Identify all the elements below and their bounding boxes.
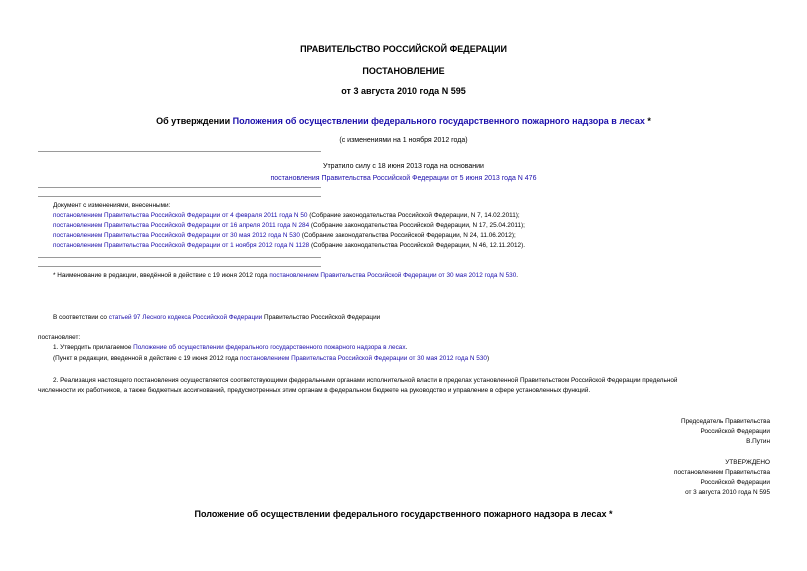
item-1 (53, 344, 407, 351)
divider (38, 151, 321, 152)
footnote-text: * Наименование в редакции, введённой в действие с 19 июня 2012 года (53, 272, 270, 279)
appendix-title: Положение об осуществлении федерального государственного пожарного надзора в лесах * (194, 509, 613, 519)
item-1-note (53, 355, 489, 362)
change-link[interactable]: постановлением Правительства Российской Федерации от 16 апреля 2011 года N 284 (53, 222, 310, 229)
divider (38, 187, 321, 188)
title-link[interactable]: Положения об осуществлении федерального государственного пожарного надзора в лесах (232, 116, 645, 126)
change-text: (Собрание законодательства Российской Федерации, N 24, 11.06.2012); (299, 232, 516, 239)
change-link[interactable]: постановлением Правительства Российской Федерации от 30 мая 2012 года N 530 (53, 232, 300, 239)
signature-org: Российской Федерации (700, 428, 770, 435)
item-1-note-suffix: ) (486, 355, 490, 362)
title-suffix: * (644, 116, 651, 126)
preamble-prefix: В соответствии со (53, 314, 109, 321)
doc-type-heading: ПОСТАНОВЛЕНИЕ (362, 66, 445, 76)
expiry-line: Утратило силу с 18 июня 2013 года на основании (323, 163, 484, 170)
divider (38, 196, 321, 197)
change-text: (Собрание законодательства Российской Федерации, N 7, 14.02.2011); (307, 212, 520, 219)
item-1-note-prefix: (Пункт в редакции, введенной в действие с 19 июня 2012 года (53, 355, 241, 362)
preamble (53, 314, 380, 321)
item-1-note-link[interactable]: постановлением Правительства Российской Федерации от 30 мая 2012 года N 530 (240, 355, 487, 362)
approved-line: постановлением Правительства (674, 469, 770, 476)
date-number-heading: от 3 августа 2010 года N 595 (341, 86, 466, 96)
forest-code-link[interactable]: статьей 97 Лесного кодекса Российской Федерации (108, 314, 263, 321)
divider (38, 266, 321, 267)
change-text: (Собрание законодательства Российской Федерации, N 17, 25.04.2011); (309, 222, 525, 229)
document-title (0, 116, 807, 126)
approved-line: Российской Федерации (700, 479, 770, 486)
change-link[interactable]: постановлением Правительства Российской Федерации от 1 ноября 2012 года N 1128 (53, 242, 310, 249)
change-item (53, 242, 525, 249)
change-link[interactable]: постановлением Правительства Российской Федерации от 4 февраля 2011 года N 50 (53, 212, 308, 219)
change-item (53, 212, 520, 219)
resolves-text: постановляет: (38, 334, 81, 341)
expiry-link[interactable]: постановления Правительства Российской Федерации от 5 июня 2013 года N 476 (270, 175, 537, 182)
item-2-line-1: 2. Реализация настоящего постановления осуществляется соответствующими федеральными органами исполнительной власти в пределах установленной Правительством Российской Федерации предельной (53, 377, 678, 384)
regulation-link[interactable]: Положение об осуществлении федерального государственного пожарного надзора в лесах (133, 344, 406, 351)
footnote (53, 272, 518, 279)
item-2-line-2: численности их работников, а также бюджетных ассигнований, предусмотренных этим органам в федеральном бюджете на руководство и управление в сфере установленных функций. (38, 387, 591, 394)
changes-intro: Документ с изменениями, внесенными: (53, 202, 171, 209)
title-prefix: Об утверждении (156, 116, 233, 126)
change-item (53, 222, 525, 229)
approved-heading: УТВЕРЖДЕНО (725, 459, 770, 466)
footnote-end: . (516, 272, 519, 279)
government-heading: ПРАВИТЕЛЬСТВО РОССИЙСКОЙ ФЕДЕРАЦИИ (300, 44, 507, 54)
footnote-link[interactable]: постановлением Правительства Российской Федерации от 30 мая 2012 года N 530 (269, 272, 517, 279)
approved-line: от 3 августа 2010 года N 595 (685, 489, 770, 496)
change-text: (Собрание законодательства Российской Федерации, N 46, 12.11.2012). (309, 242, 525, 249)
signature-position: Председатель Правительства (681, 418, 770, 425)
change-item (53, 232, 516, 239)
divider (38, 257, 321, 258)
preamble-suffix: Правительство Российской Федерации (262, 314, 381, 321)
item-1-suffix: . (405, 344, 408, 351)
amendment-note: (с изменениями на 1 ноября 2012 года) (339, 137, 468, 144)
signature-name: В.Путин (746, 438, 770, 445)
item-1-prefix: 1. Утвердить прилагаемое (53, 344, 134, 351)
